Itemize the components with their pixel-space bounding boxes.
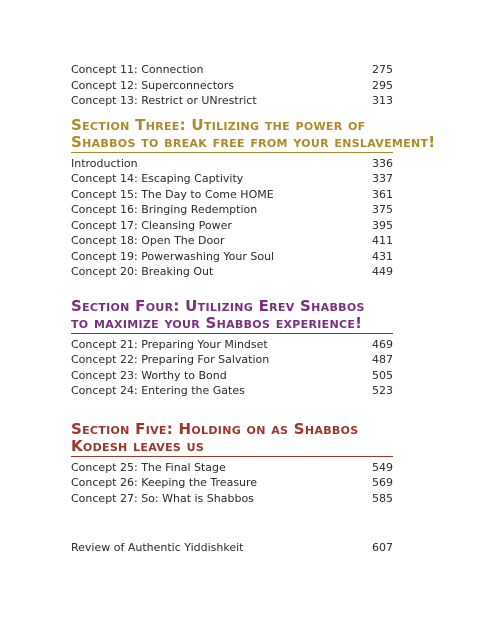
entry-page: 569 (372, 476, 393, 489)
toc-entry (71, 475, 393, 491)
entry-title: Review of Authentic Yiddishkeit (71, 541, 244, 554)
heading-line: Section Four: Utilizing Erev Shabbos (71, 296, 365, 315)
table-of-contents (71, 62, 436, 556)
entry-title: Concept 18: Open The Door (71, 234, 225, 247)
entry-page: 375 (372, 203, 393, 216)
heading-line: to maximize your Shabbos experience! (71, 313, 363, 332)
toc-entry (71, 337, 393, 353)
entry-title: Concept 27: So: What is Shabbos (71, 491, 254, 505)
entry-title: Concept 25: The Final Stage (71, 460, 226, 474)
entry-page: 549 (372, 460, 393, 474)
entry-title: Concept 14: Escaping Captivity (71, 172, 244, 185)
toc-entry (71, 62, 393, 78)
entry-page: 585 (372, 491, 393, 505)
entry-page: 336 (372, 156, 393, 170)
toc-entry-review (71, 540, 393, 556)
entry-page: 487 (372, 353, 393, 366)
entry-title: Concept 11: Connection (71, 63, 204, 76)
spacer (71, 506, 393, 540)
entry-title: Concept 22: Preparing For Salvation (71, 353, 270, 366)
toc-entry (71, 78, 393, 94)
toc-entry (71, 368, 393, 384)
entry-title: Concept 12: Superconnectors (71, 78, 235, 92)
entry-page: 395 (372, 218, 393, 232)
entry-page: 411 (372, 234, 393, 247)
toc-entry (71, 352, 393, 368)
entry-title: Concept 20: Breaking Out (71, 265, 214, 278)
entry-page: 313 (372, 94, 393, 107)
entry-page: 469 (372, 337, 393, 351)
section-four-heading (71, 298, 393, 334)
toc-entry (71, 460, 393, 476)
entry-title: Concept 24: Entering the Gates (71, 384, 245, 397)
entry-page: 361 (372, 187, 393, 201)
entry-title: Concept 15: The Day to Come HOME (71, 187, 274, 201)
heading-line: Section Five: Holding on as Shabbos (71, 419, 359, 438)
entry-title: Concept 19: Powerwashing Your Soul (71, 249, 275, 263)
toc-entry (71, 187, 393, 203)
entry-title: Concept 16: Bringing Redemption (71, 203, 258, 216)
entry-title: Concept 26: Keeping the Treasure (71, 476, 258, 489)
entry-page: 337 (372, 172, 393, 185)
entry-title: Concept 13: Restrict or UNrestrict (71, 94, 257, 107)
entry-title: Introduction (71, 156, 138, 170)
toc-entry (71, 156, 393, 172)
entry-page: 275 (372, 63, 393, 76)
section-three-heading (71, 115, 436, 153)
toc-entry (71, 233, 393, 249)
heading-line: Section Three: Utilizing the power of (71, 115, 366, 134)
toc-entry (71, 218, 393, 234)
entry-title: Concept 21: Preparing Your Mindset (71, 337, 268, 351)
toc-entry (71, 93, 393, 109)
heading-line: Kodesh leaves us (71, 436, 205, 455)
entry-page: 295 (372, 78, 393, 92)
toc-entry (71, 264, 393, 280)
entry-page: 505 (372, 368, 393, 382)
toc-entry (71, 249, 393, 265)
entry-page: 607 (372, 541, 393, 554)
entry-page: 523 (372, 384, 393, 397)
entry-page: 431 (372, 249, 393, 263)
heading-line: Shabbos to break free from your enslavement! (71, 132, 436, 151)
toc-entry (71, 491, 393, 507)
section-five-heading (71, 421, 393, 457)
entry-title: Concept 17: Cleansing Power (71, 218, 232, 232)
entry-page: 449 (372, 265, 393, 278)
toc-entry (71, 202, 393, 218)
entry-title: Concept 23: Worthy to Bond (71, 368, 227, 382)
toc-entry (71, 171, 393, 187)
toc-entry (71, 383, 393, 399)
